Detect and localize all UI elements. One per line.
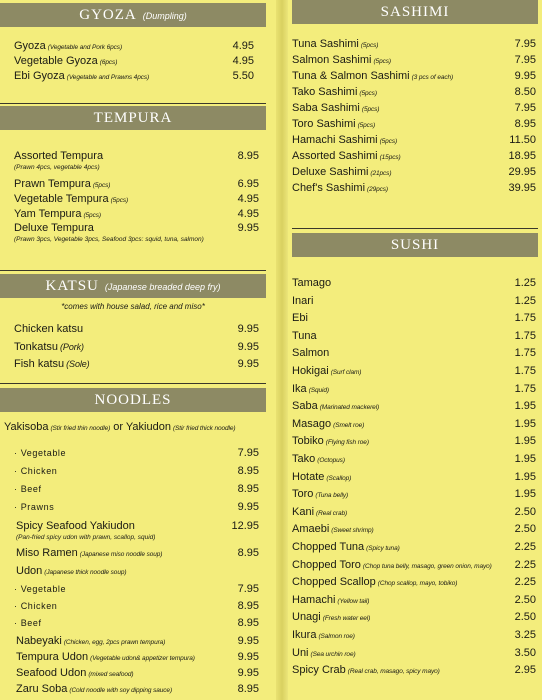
item-price: 1.95 <box>514 417 536 430</box>
item-name: Yakisoba <box>4 421 49 433</box>
katsu-subtitle: (Japanese breaded deep fry) <box>104 282 221 292</box>
item-note: (Chop tuna belly, masago, green onion, mayo) <box>362 562 492 570</box>
item-name: Fish katsu <box>14 358 65 370</box>
item-price: 4.95 <box>237 193 259 205</box>
sushi-header <box>292 233 538 257</box>
item-note: (Fresh water eel) <box>322 615 371 623</box>
item-name: Hamachi <box>292 593 336 606</box>
item-name: Yakiudon <box>125 421 171 433</box>
item-price: 1.25 <box>514 294 536 307</box>
item-note: (Japanese thick noodle soup) <box>44 569 127 576</box>
item-name: Assorted Tempura <box>14 150 104 162</box>
gyoza-header <box>0 3 266 27</box>
item-note: (Vegetable and Prawns 4pcs) <box>66 74 150 81</box>
item-name: Spicy Crab <box>292 664 346 677</box>
item-name: Uni <box>292 646 309 659</box>
item-price: 9.95 <box>237 501 259 513</box>
item-note: (5pcs) <box>357 122 376 129</box>
item-note: (5pcs) <box>92 182 111 189</box>
item-subnote: (Pan-fried spicy udon with prawn, scallop, squid) <box>16 534 156 541</box>
item-name: Hokigai <box>292 365 329 377</box>
item-note: (29pcs) <box>367 186 388 193</box>
item-price: 2.25 <box>514 576 536 589</box>
item-note: (Marinated mackerel) <box>319 404 380 412</box>
item-name: · Chicken <box>14 466 58 476</box>
item-price: 9.95 <box>237 222 259 234</box>
item-name: Zaru Soba <box>16 683 68 695</box>
item-name: Saba Sashimi <box>292 102 360 114</box>
item-name: · Beef <box>14 484 42 494</box>
page-fold <box>276 0 288 700</box>
item-price: 1.75 <box>514 312 536 325</box>
item-note: (5pcs) <box>373 58 391 65</box>
item-note: (Tuna belly) <box>315 492 349 500</box>
item-name: Unagi <box>292 611 321 624</box>
item-name: Seafood Udon <box>16 667 87 679</box>
item-name: Saba <box>292 400 318 413</box>
item-name: Ika <box>292 382 307 395</box>
tempura-header <box>0 106 266 130</box>
item-name: Ikura <box>292 629 317 641</box>
item-price: 3.25 <box>514 629 536 641</box>
item-note: (Real crab) <box>316 509 348 517</box>
item-price: 1.75 <box>514 329 536 342</box>
item-name: Chef's Sashimi <box>292 182 366 194</box>
item-price: 2.25 <box>514 541 536 553</box>
tempura-rule <box>0 103 266 104</box>
item-name: · Beef <box>14 618 42 628</box>
item-note: (5pcs) <box>359 90 377 97</box>
item-name: Vegetable Gyoza <box>14 55 98 67</box>
item-name: Tako Sashimi <box>292 86 358 98</box>
item-price: 2.50 <box>514 523 536 536</box>
item-note: (Sea urchin roe) <box>310 650 356 658</box>
item-price: 8.95 <box>237 465 259 477</box>
item-name: Vegetable Tempura <box>14 193 109 205</box>
item-note: (Pork) <box>60 342 84 352</box>
katsu-rule <box>0 270 266 271</box>
item-price: 8.95 <box>237 617 259 629</box>
item-name: Miso Ramen <box>16 547 78 559</box>
item-price: 7.95 <box>237 447 259 459</box>
item-price: 8.95 <box>237 483 259 495</box>
item-note: (Smelt roe) <box>333 421 365 429</box>
item-price: 8.95 <box>237 150 259 162</box>
item-name: Chicken katsu <box>14 323 84 335</box>
item-name: Chopped Toro <box>292 558 361 571</box>
item-note: (21pcs) <box>370 170 392 177</box>
item-price: 1.95 <box>514 453 536 465</box>
item-name: Salmon <box>292 347 330 360</box>
item-name: Masago <box>292 417 332 430</box>
sushi-rule <box>292 228 538 229</box>
noodles-header <box>0 388 266 412</box>
item-note: (Scallop) <box>326 474 352 482</box>
sushi-title: SUSHI <box>390 237 440 253</box>
item-name: Assorted Sashimi <box>292 150 378 162</box>
item-note: (Chicken, egg, 2pcs prawn tempura) <box>63 639 166 646</box>
sashimi-header <box>292 0 538 24</box>
item-note: (Stir fried thin noodle) <box>50 425 111 432</box>
gyoza-title: GYOZA <box>79 7 137 23</box>
item-note: (6pcs) <box>99 59 118 66</box>
item-price: 1.95 <box>514 470 536 483</box>
item-name: Salmon Sashimi <box>292 54 372 66</box>
item-note: (Vegetable udon& appetizer tempura) <box>90 655 195 662</box>
item-note: (5pcs) <box>361 106 380 113</box>
item-name: Tuna Sashimi <box>292 38 359 50</box>
sashimi-title: SASHIMI <box>380 4 450 20</box>
item-price: 9.95 <box>237 341 259 353</box>
item-price: 8.95 <box>237 600 259 612</box>
item-note: (Cold noodle with soy dipping sauce) <box>69 687 173 694</box>
item-name: · Vegetable <box>14 448 67 458</box>
item-note: (Octopus) <box>317 457 345 464</box>
item-price: 6.95 <box>237 178 259 190</box>
item-price: 7.95 <box>514 54 536 66</box>
item-name: Toro Sashimi <box>292 118 356 130</box>
item-name: Tuna & Salmon Sashimi <box>292 70 410 82</box>
item-name: Tuna <box>292 329 317 342</box>
item-note: (Real crab, masago, spicy mayo) <box>347 668 440 676</box>
item-note: (5pcs) <box>83 212 101 219</box>
item-price: 8.50 <box>514 86 536 98</box>
item-price: 5.50 <box>232 70 254 82</box>
item-name: Deluxe Sashimi <box>292 166 369 178</box>
noodles-rule <box>0 383 266 384</box>
tempura-title: TEMPURA <box>93 110 173 126</box>
item-name: Tonkatsu <box>14 341 59 353</box>
item-price: 29.95 <box>508 166 536 178</box>
item-price: 4.95 <box>237 208 259 220</box>
item-price: 1.75 <box>514 365 536 377</box>
item-price: 9.95 <box>237 651 259 663</box>
item-price: 4.95 <box>232 40 254 52</box>
item-note: (Flying fish roe) <box>325 439 369 447</box>
item-price: 2.25 <box>514 558 536 571</box>
katsu-header <box>0 274 266 298</box>
item-name: · Chicken <box>14 601 58 611</box>
item-note: (15pcs) <box>379 154 401 161</box>
item-name: Udon <box>16 565 43 577</box>
item-name: · Vegetable <box>14 584 67 594</box>
item-name: Tobiko <box>292 435 324 448</box>
noodles-title: NOODLES <box>94 392 172 408</box>
item-price: 2.95 <box>514 664 536 677</box>
item-note: (3 pcs of each) <box>411 74 454 81</box>
item-name: Toro <box>292 488 314 501</box>
item-note: (Spicy tuna) <box>366 545 400 552</box>
item-price: 9.95 <box>237 323 259 335</box>
item-price: 1.75 <box>514 382 536 395</box>
or-text: or <box>113 421 124 433</box>
item-note: (Salmon roe) <box>318 633 355 640</box>
item-note: (Surf clam) <box>330 369 362 376</box>
item-note: (Japanese miso noodle soup) <box>79 551 163 558</box>
item-price: 3.50 <box>514 646 536 659</box>
item-price: 2.50 <box>514 593 536 606</box>
item-subnote: (Prawn 4pcs, vegetable 4pcs) <box>14 164 100 171</box>
item-price: 7.95 <box>514 38 536 50</box>
item-note: (mixed seafood) <box>88 671 134 678</box>
item-price: 7.95 <box>514 102 536 114</box>
gyoza-subtitle: (Dumpling) <box>142 11 187 21</box>
item-price: 11.50 <box>509 134 536 146</box>
item-price: 9.95 <box>237 635 259 647</box>
item-note: (5pcs) <box>379 138 398 145</box>
katsu-title: KATSU <box>45 278 99 294</box>
item-price: 18.95 <box>508 150 536 162</box>
item-name: Hamachi Sashimi <box>292 134 378 146</box>
item-name: Kani <box>292 505 315 518</box>
item-name: Chopped Scallop <box>292 576 376 589</box>
item-price: 1.95 <box>514 400 536 413</box>
item-price: 1.75 <box>514 347 536 360</box>
item-subnote: (Prawn 3pcs, Vegetable 3pcs, Seafood 3pcs: squid, tuna, salmon) <box>14 236 204 243</box>
item-price: 12.95 <box>231 520 259 532</box>
item-note: (Sweet shrimp) <box>331 527 374 535</box>
item-name: Hotate <box>292 470 325 483</box>
item-note: (Vegetable and Pork 6pcs) <box>47 44 123 51</box>
item-note: (Stir fried thick noodle) <box>172 425 236 432</box>
item-name: Nabeyaki <box>16 635 62 647</box>
item-price: 9.95 <box>237 358 259 370</box>
item-price: 9.95 <box>514 70 536 82</box>
item-name: Tempura Udon <box>16 651 89 663</box>
item-price: 8.95 <box>514 118 536 130</box>
item-price: 1.95 <box>514 488 536 501</box>
item-price: 8.95 <box>237 683 259 695</box>
item-name: Tamago <box>292 277 332 289</box>
item-note: (Sole) <box>66 359 90 369</box>
item-note: (Yellow tail) <box>337 597 370 605</box>
item-name: Prawn Tempura <box>14 178 91 190</box>
item-price: 9.95 <box>237 667 259 679</box>
item-name: Deluxe Tempura <box>14 222 94 234</box>
item-price: 7.95 <box>237 583 259 595</box>
item-name: Gyoza <box>14 40 46 52</box>
item-name: Tako <box>292 453 316 465</box>
item-price: 1.95 <box>514 435 536 448</box>
katsu-note: *comes with house salad, rice and miso* <box>61 302 205 311</box>
item-price: 8.95 <box>237 547 259 559</box>
item-note: (Chop scallop, mayo, tobiko) <box>377 580 458 588</box>
item-name: Ebi Gyoza <box>14 70 65 82</box>
item-name: Spicy Seafood Yakiudon <box>16 520 135 532</box>
item-price: 39.95 <box>508 182 536 194</box>
item-name: Ebi <box>292 312 308 325</box>
item-note: (Squid) <box>308 386 329 394</box>
item-price: 2.50 <box>514 611 536 624</box>
item-note: (5pcs) <box>360 42 379 49</box>
item-name: Amaebi <box>292 523 330 536</box>
item-price: 1.25 <box>514 277 536 289</box>
item-note: (5pcs) <box>110 197 129 204</box>
item-name: Chopped Tuna <box>292 541 365 553</box>
item-name: Yam Tempura <box>14 208 82 220</box>
item-price: 4.95 <box>232 55 254 67</box>
item-price: 2.50 <box>514 505 536 518</box>
item-name: · Prawns <box>14 502 55 512</box>
item-name: Inari <box>292 294 314 307</box>
